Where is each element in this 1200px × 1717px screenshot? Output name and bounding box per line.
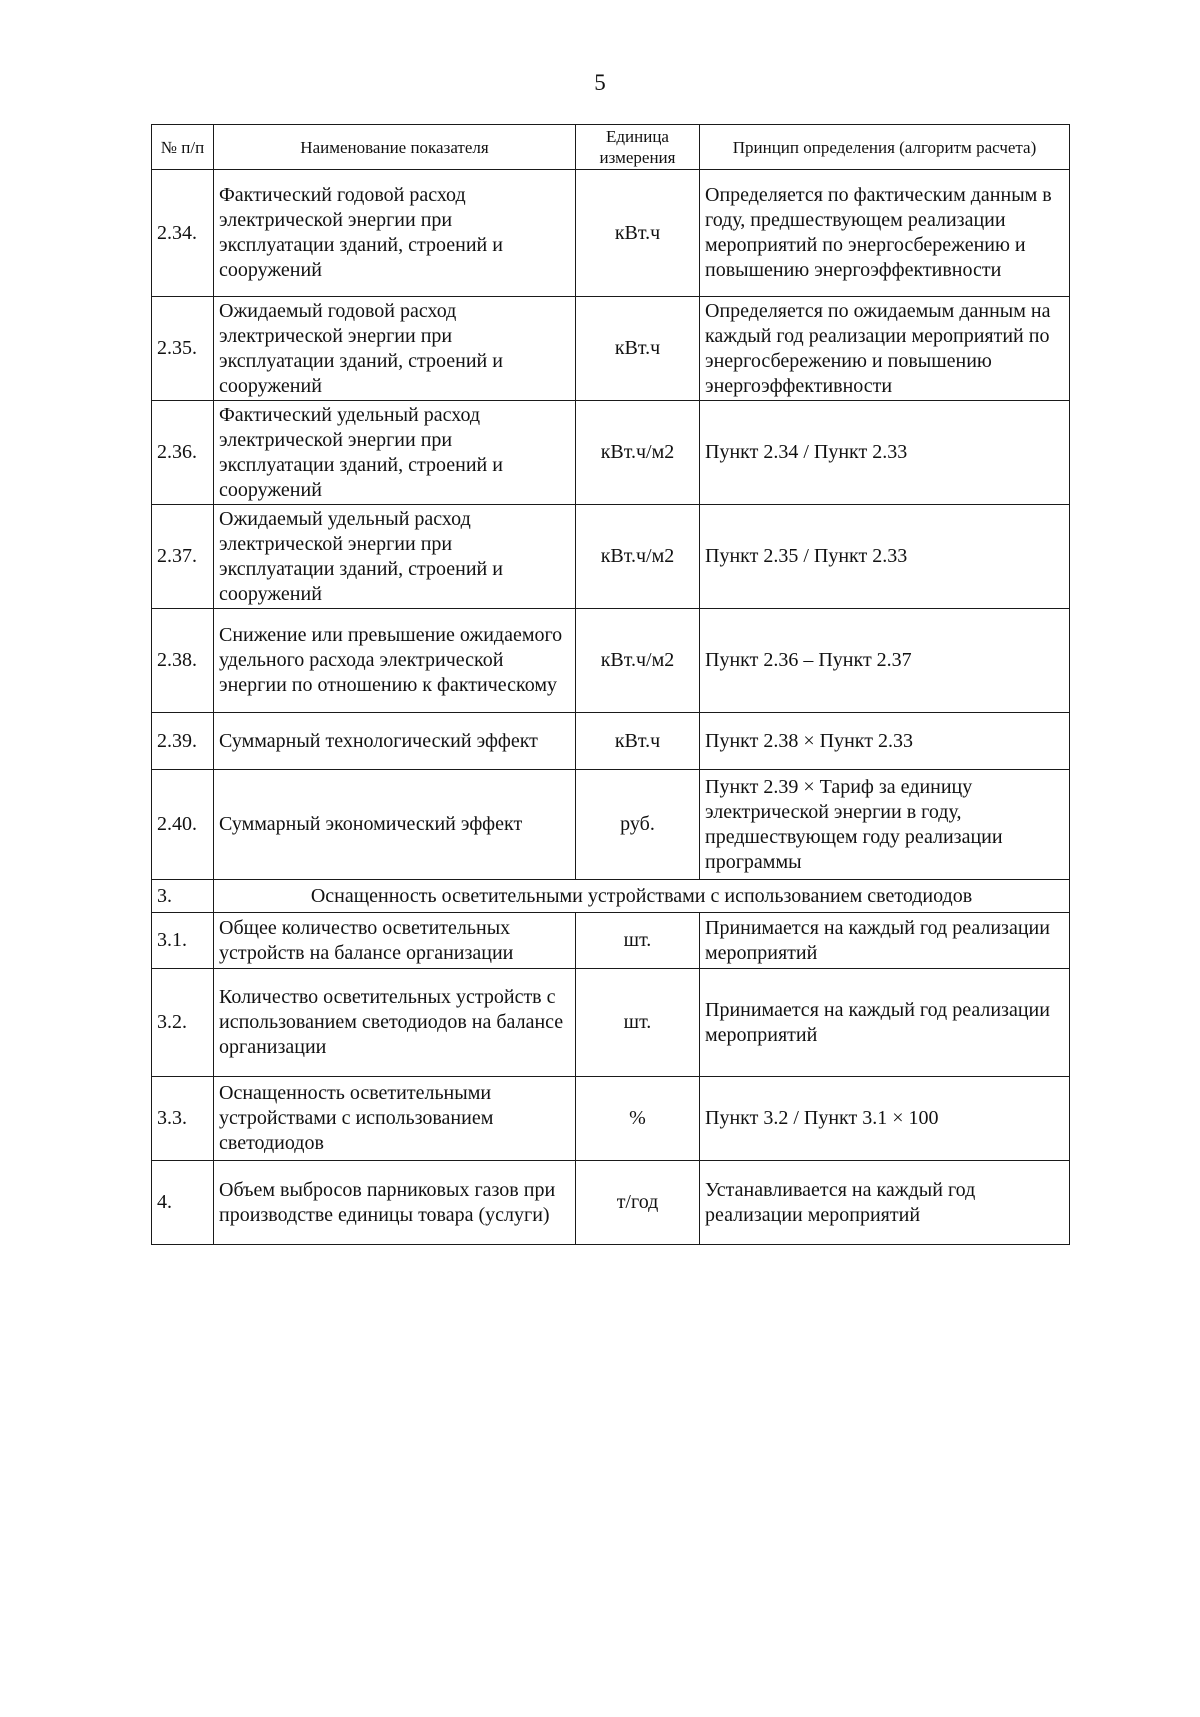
unit-of-measure: кВт.ч/м2 — [576, 609, 700, 713]
row-number: 2.34. — [152, 170, 214, 297]
indicator-name: Суммарный технологический эффект — [214, 713, 576, 770]
indicator-name: Объем выбросов парниковых газов при производстве единицы товара (услуги) — [214, 1161, 576, 1245]
table-row — [152, 401, 1070, 505]
row-number: 3.2. — [152, 969, 214, 1077]
indicator-name: Ожидаемый удельный расход электрической энергии при эксплуатации зданий, строений и сооружений — [214, 505, 576, 609]
calculation-rule: Принимается на каждый год реализации мероприятий — [700, 913, 1070, 969]
row-number: 2.38. — [152, 609, 214, 713]
header-rule: Принцип определения (алгоритм расчета) — [700, 125, 1070, 170]
calculation-rule: Определяется по фактическим данным в году, предшествующем реализации мероприятий по энергосбережению и повышению энергоэффективности — [700, 170, 1070, 297]
unit-of-measure: шт. — [576, 913, 700, 969]
calculation-rule: Пункт 2.34 / Пункт 2.33 — [700, 401, 1070, 505]
row-number: 2.36. — [152, 401, 214, 505]
row-number: 2.35. — [152, 297, 214, 401]
unit-of-measure: кВт.ч — [576, 297, 700, 401]
indicator-name: Общее количество осветительных устройств на балансе организации — [214, 913, 576, 969]
unit-of-measure: кВт.ч/м2 — [576, 505, 700, 609]
section-row — [152, 880, 1070, 913]
unit-of-measure: % — [576, 1077, 700, 1161]
calculation-rule: Устанавливается на каждый год реализации мероприятий — [700, 1161, 1070, 1245]
unit-of-measure: руб. — [576, 770, 700, 880]
unit-of-measure: кВт.ч/м2 — [576, 401, 700, 505]
indicators-table — [151, 124, 1070, 1245]
calculation-rule: Определяется по ожидаемым данным на каждый год реализации мероприятий по энергосбережению и повышению энергоэффективности — [700, 297, 1070, 401]
calculation-rule: Пункт 2.36 – Пункт 2.37 — [700, 609, 1070, 713]
indicator-name: Фактический удельный расход электрической энергии при эксплуатации зданий, строений и сооружений — [214, 401, 576, 505]
table-row — [152, 170, 1070, 297]
row-number: 3.1. — [152, 913, 214, 969]
unit-of-measure: кВт.ч — [576, 170, 700, 297]
table-row — [152, 713, 1070, 770]
table-row — [152, 609, 1070, 713]
row-number: 3.3. — [152, 1077, 214, 1161]
calculation-rule: Пункт 3.2 / Пункт 3.1 × 100 — [700, 1077, 1070, 1161]
page-number: 5 — [594, 70, 606, 95]
table-row — [152, 1161, 1070, 1245]
unit-of-measure: т/год — [576, 1161, 700, 1245]
indicator-name: Снижение или превышение ожидаемого удельного расхода электрической энергии по отношению к фактическому — [214, 609, 576, 713]
table-row — [152, 505, 1070, 609]
row-number: 2.39. — [152, 713, 214, 770]
row-number: 2.37. — [152, 505, 214, 609]
indicator-name: Фактический годовой расход электрической энергии при эксплуатации зданий, строений и сооружений — [214, 170, 576, 297]
row-number: 4. — [152, 1161, 214, 1245]
indicator-name: Количество осветительных устройств с использованием светодиодов на балансе организации — [214, 969, 576, 1077]
calculation-rule: Пункт 2.39 × Тариф за единицу электрической энергии в году, предшествующем году реализации программы — [700, 770, 1070, 880]
table-row — [152, 1077, 1070, 1161]
table-header-row — [152, 125, 1070, 170]
row-number: 2.40. — [152, 770, 214, 880]
table-row — [152, 969, 1070, 1077]
table-row — [152, 770, 1070, 880]
unit-of-measure: кВт.ч — [576, 713, 700, 770]
indicator-name: Суммарный экономический эффект — [214, 770, 576, 880]
header-unit: Единица измерения — [576, 125, 700, 170]
header-name: Наименование показателя — [214, 125, 576, 170]
header-num: № п/п — [152, 125, 214, 170]
section-number: 3. — [152, 880, 214, 913]
section-title: Оснащенность осветительными устройствами с использованием светодиодов — [214, 880, 1070, 913]
indicator-name: Оснащенность осветительными устройствами с использованием светодиодов — [214, 1077, 576, 1161]
calculation-rule: Пункт 2.35 / Пункт 2.33 — [700, 505, 1070, 609]
calculation-rule: Принимается на каждый год реализации мероприятий — [700, 969, 1070, 1077]
unit-of-measure: шт. — [576, 969, 700, 1077]
table-row — [152, 913, 1070, 969]
calculation-rule: Пункт 2.38 × Пункт 2.33 — [700, 713, 1070, 770]
indicator-name: Ожидаемый годовой расход электрической энергии при эксплуатации зданий, строений и сооружений — [214, 297, 576, 401]
table-row — [152, 297, 1070, 401]
